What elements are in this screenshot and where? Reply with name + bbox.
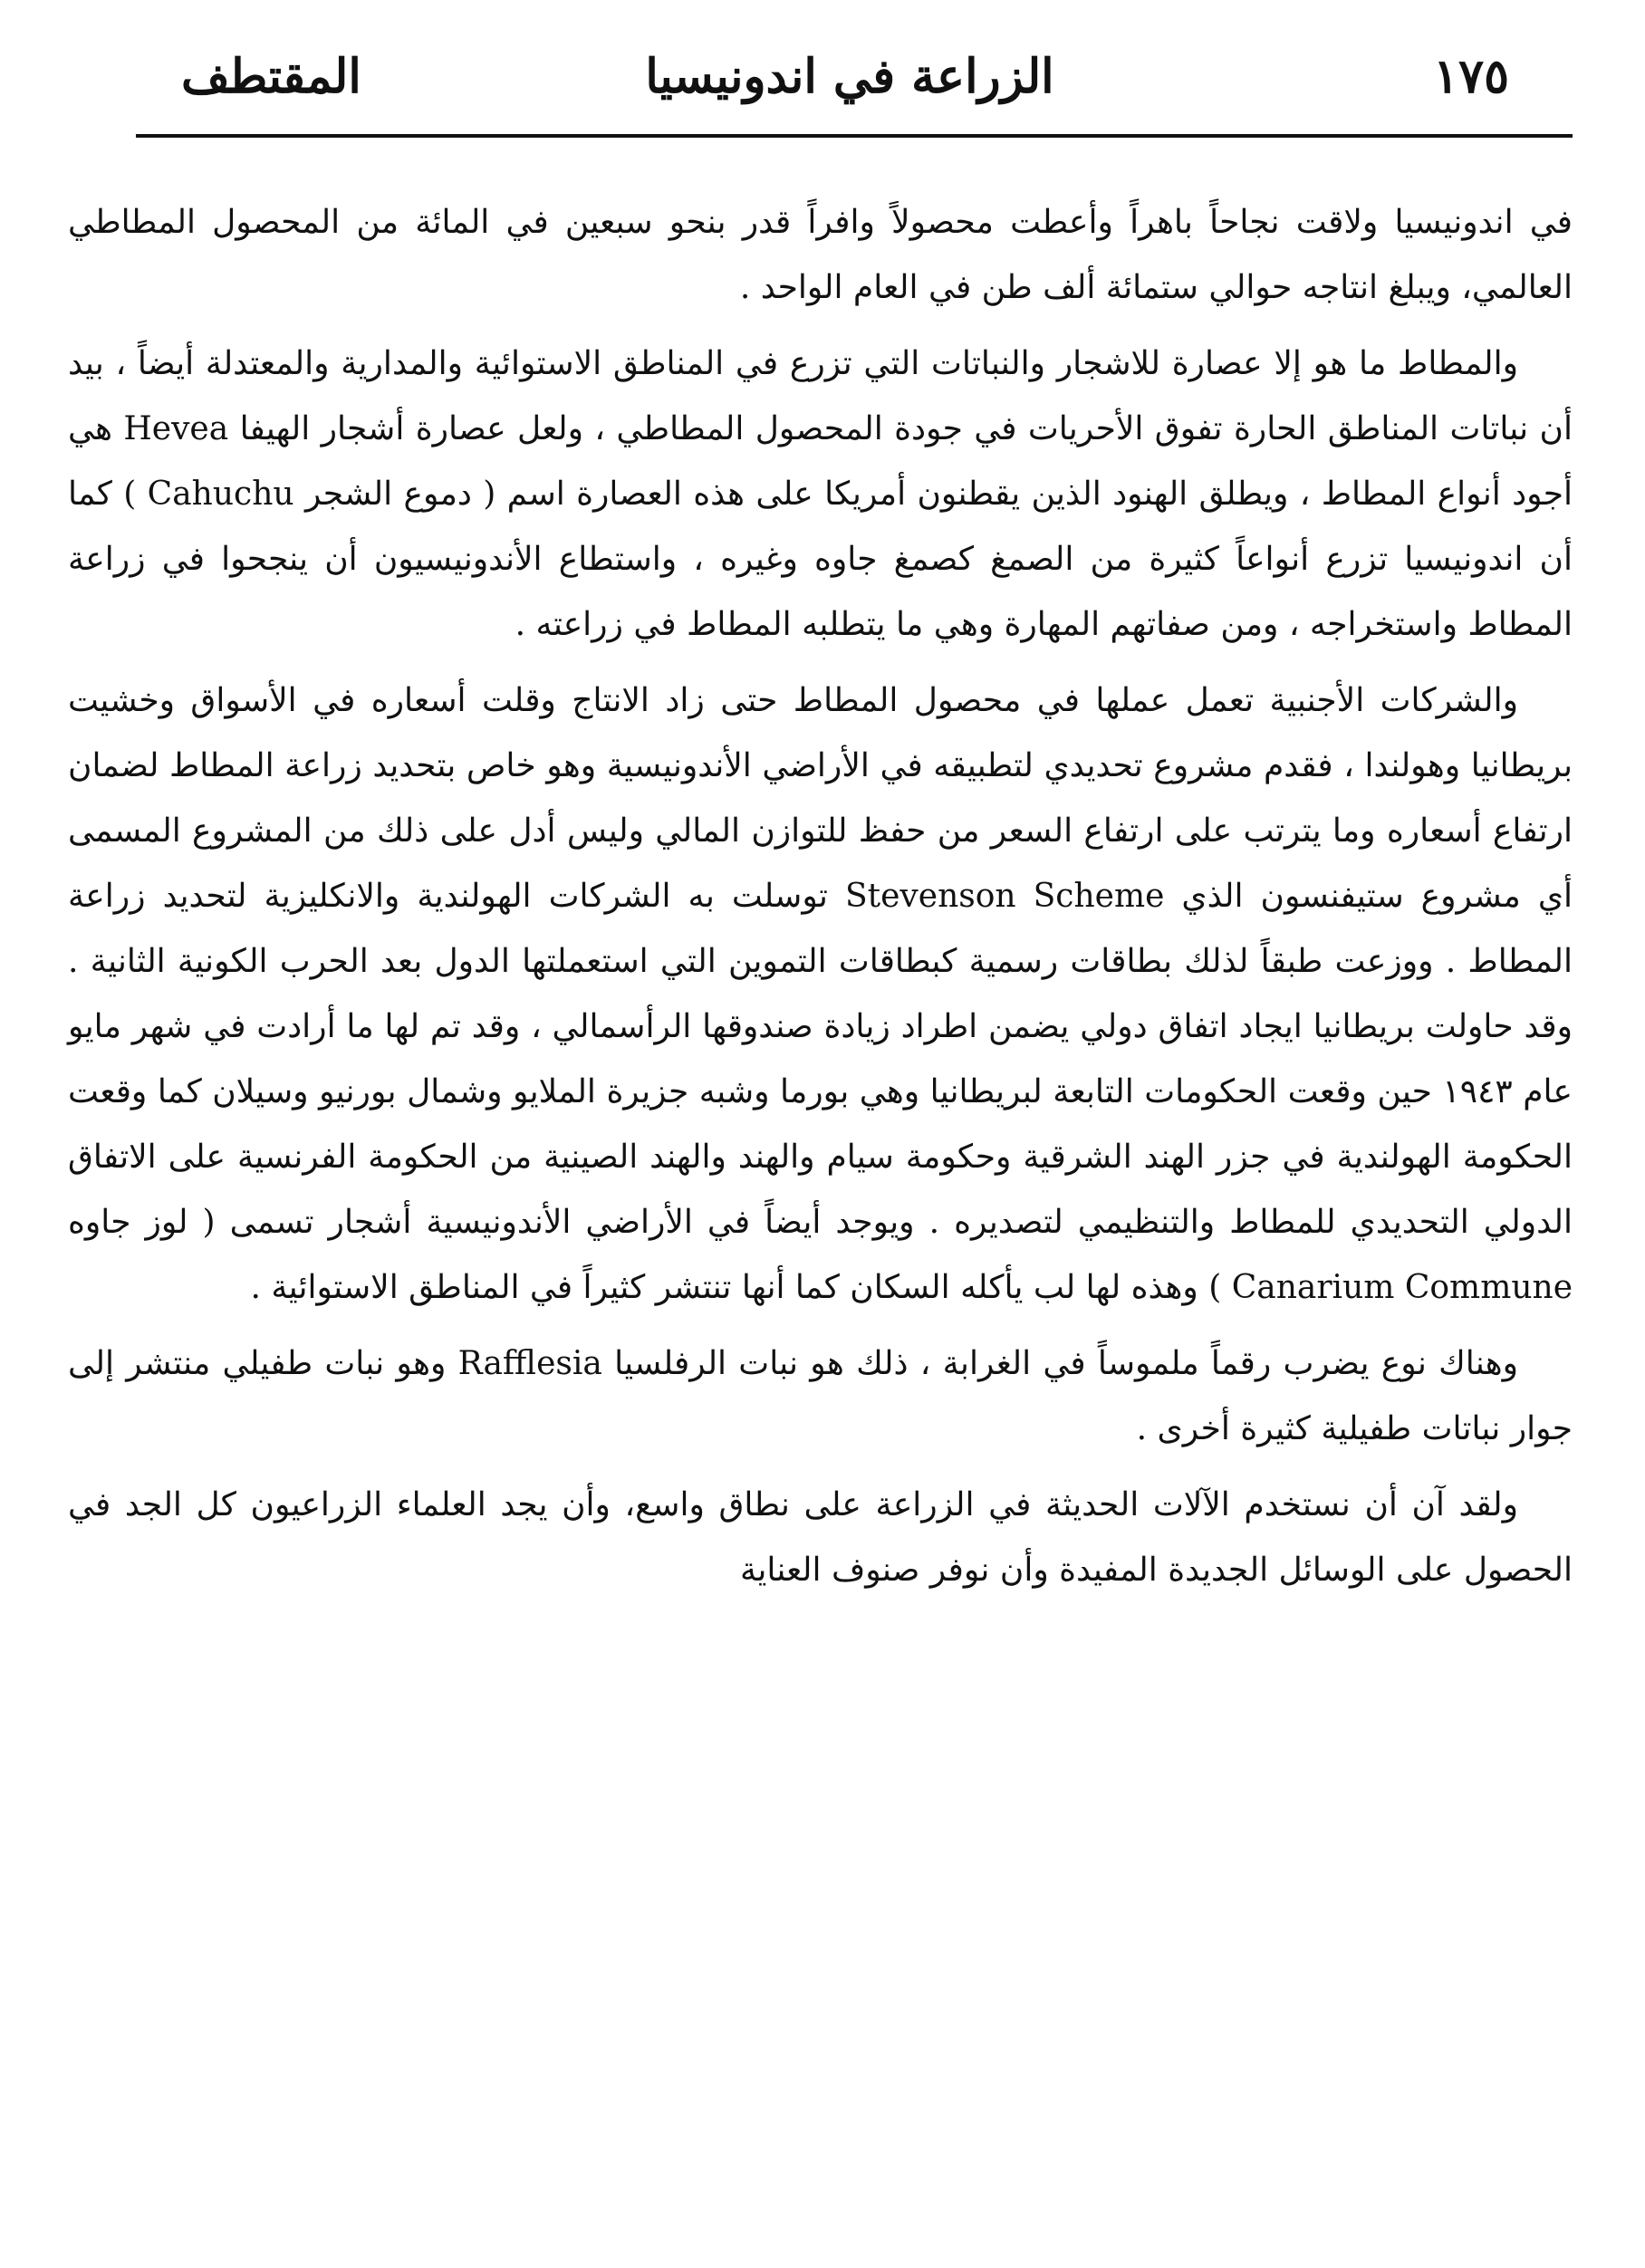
header-rule: [136, 134, 1573, 138]
journal-name: المقتطف: [181, 49, 361, 104]
paragraph-rafflesia: وهناك نوع يضرب رقماً ملموساً في الغرابة ، ذلك هو نبات الرفلسيا Rafflesia وهو نبات طفيلي منتشر إلى جوار نباتات طفيلية كثيرة أخرى .: [68, 1345, 1573, 1447]
page-number: ١٧٥: [1433, 49, 1509, 104]
paragraph-continuation: في اندونيسيا ولاقت نجاحاً باهراً وأعطت محصولاً وافراً قدر بنحو سبعين في المائة من المحصول المطاطي العالمي، ويبلغ انتاجه حوالي ستمائة ألف طن في العام الواحد .: [68, 204, 1573, 306]
paragraph-foreign-companies: والشركات الأجنبية تعمل عملها في محصول المطاط حتى زاد الانتاج وقلت أسعاره في الأسواق وخشيت بريطانيا وهولندا ، فقدم مشروع تحديدي لتطبيقه في الأراضي الأندونيسية وهو خاص بتحديد زراعة المطاط لضمان ارتفاع أسعاره وما يترتب على ارتفاع السعر من حفظ للتوازن المالي وليس أدل على ذلك من المشروع المسمى أي مشروع ستيفنسون الذي Stevenson Scheme توسلت به الشركات الهولندية والانكليزية لتحديد زراعة المطاط . ووزعت طبقاً لذلك بطاقات رسمية كبطاقات التموين التي استعملتها الدول بعد الحرب الكونية الثانية . وقد حاولت بريطانيا ايجاد اتفاق دولي يضمن اطراد زيادة صندوقها الرأسمالي ، وقد تم لها ما أرادت في شهر مايو عام ١٩٤٣ حين وقعت الحكومات التابعة لبريطانيا وهي بورما وشبه جزيرة الملايو وشمال بورنيو وسيلان كما وقعت الحكومة الهولندية في جزر الهند الشرقية وحكومة سيام والهند والهند الصينية من الحكومة الفرنسية على الاتفاق الدولي التحديدي للمطاط والتنظيمي لتصديره . ويوجد أيضاً في الأراضي الأندونيسية أشجار تسمى ( لوز جاوه Canarium Commune ) وهذه لها لب يأكله السكان كما أنها تنتشر كثيراً في المناطق الاستوائية .: [68, 682, 1573, 1306]
paragraph-rubber-sap: والمطاط ما هو إلا عصارة للاشجار والنباتات التي تزرع في المناطق الاستوائية والمدارية والمعتدلة أيضاً ، بيد أن نباتات المناطق الحارة تفوق الأحريات في جودة المحصول المطاطي ، ولعل عصارة أشجار الهيفا Hevea هي أجود أنواع المطاط ، ويطلق الهنود الذين يقطنون أمريكا على هذه العصارة اسم ( دموع الشجر Cahuchu ) كما أن اندونيسيا تزرع أنواعاً كثيرة من الصمغ كصمغ جاوه وغيره ، واستطاع الأندونيسيون أن ينجحوا في زراعة المطاط واستخراجه ، ومن صفاتهم المهارة وهي ما يتطلبه المطاط في زراعته .: [68, 345, 1573, 643]
paragraph-modern-machines: ولقد آن أن نستخدم الآلات الحديثة في الزراعة على نطاق واسع، وأن يجد العلماء الزراعيون كل الجد في الحصول على الوسائل الجديدة المفيدة وأن نوفر صنوف العناية: [68, 1486, 1573, 1589]
chapter-title: الزراعة في اندونيسيا: [645, 49, 1054, 104]
body-text: [68, 190, 1573, 1614]
running-head: [127, 45, 1573, 109]
